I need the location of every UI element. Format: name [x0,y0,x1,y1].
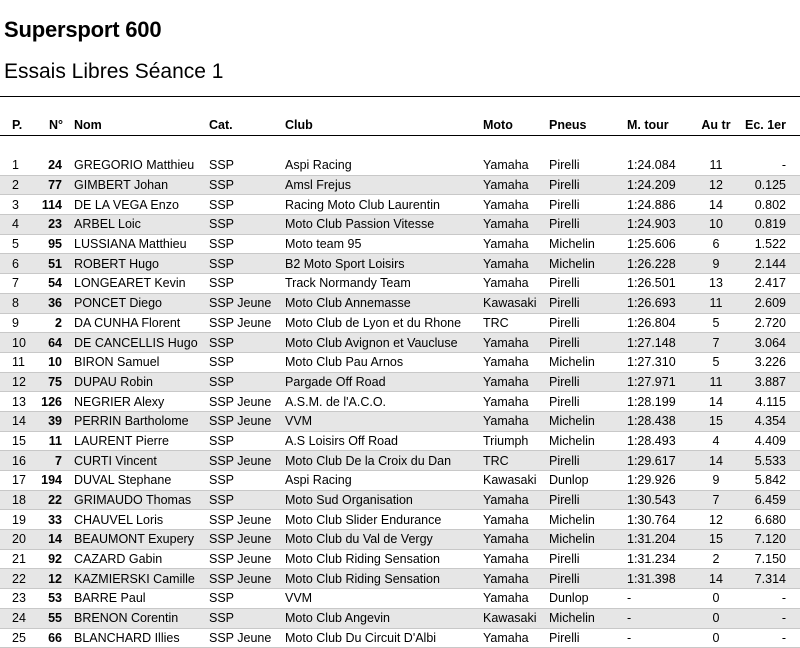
cell-tyres: Michelin [549,411,627,431]
cell-name: BIRON Samuel [74,352,209,372]
cell-tyres: Pirelli [549,274,627,294]
cell-best-lap: 1:29.617 [627,451,693,471]
cell-number: 39 [38,411,74,431]
cell-category: SSP [209,175,285,195]
cell-lap-no: 13 [693,274,739,294]
cell-category: SSP Jeune [209,549,285,569]
cell-position: 23 [0,589,38,609]
cell-category: SSP Jeune [209,451,285,471]
cell-category: SSP [209,589,285,609]
cell-bike: Yamaha [483,254,549,274]
cell-best-lap: 1:28.438 [627,411,693,431]
cell-number: 11 [38,431,74,451]
cell-tyres: Dunlop [549,471,627,491]
cell-club: Moto Club Angevin [285,608,483,628]
table-row [0,352,800,372]
cell-lap-no: 0 [693,628,739,648]
cell-position: 5 [0,234,38,254]
cell-best-lap: 1:24.886 [627,195,693,215]
cell-best-lap: - [627,608,693,628]
cell-category: SSP [209,254,285,274]
cell-best-lap: 1:26.804 [627,313,693,333]
table-row [0,628,800,648]
col-header-name: Nom [74,115,209,136]
cell-name: DUPAU Robin [74,372,209,392]
cell-club: B2 Moto Sport Loisirs [285,254,483,274]
cell-position: 6 [0,254,38,274]
cell-club: Moto Club Riding Sensation [285,569,483,589]
cell-position: 9 [0,313,38,333]
cell-bike: Yamaha [483,215,549,235]
cell-name: CURTI Vincent [74,451,209,471]
cell-position: 16 [0,451,38,471]
cell-number: 24 [38,156,74,175]
cell-number: 194 [38,471,74,491]
cell-number: 2 [38,313,74,333]
cell-name: BRENON Corentin [74,608,209,628]
cell-gap: 2.417 [739,274,800,294]
cell-gap: 0.802 [739,195,800,215]
cell-position: 1 [0,156,38,175]
cell-category: SSP Jeune [209,628,285,648]
cell-best-lap: 1:27.148 [627,333,693,353]
cell-tyres: Pirelli [549,372,627,392]
cell-bike: Kawasaki [483,608,549,628]
cell-name: NEGRIER Alexy [74,392,209,412]
cell-category: SSP [209,471,285,491]
table-row [0,471,800,491]
cell-number: 22 [38,490,74,510]
cell-best-lap: 1:26.228 [627,254,693,274]
cell-name: GIMBERT Johan [74,175,209,195]
col-header-position: P. [0,115,38,136]
cell-best-lap: 1:31.204 [627,530,693,550]
cell-bike: Yamaha [483,510,549,530]
cell-club: Moto Sud Organisation [285,490,483,510]
cell-tyres: Pirelli [549,333,627,353]
cell-position: 15 [0,431,38,451]
cell-gap: 4.354 [739,411,800,431]
cell-category: SSP Jeune [209,510,285,530]
table-row [0,411,800,431]
cell-gap: 3.226 [739,352,800,372]
cell-lap-no: 11 [693,156,739,175]
cell-name: LUSSIANA Matthieu [74,234,209,254]
cell-category: SSP Jeune [209,313,285,333]
col-header-club: Club [285,115,483,136]
cell-category: SSP Jeune [209,569,285,589]
cell-tyres: Michelin [549,254,627,274]
cell-bike: Yamaha [483,156,549,175]
cell-best-lap: 1:29.926 [627,471,693,491]
cell-best-lap: 1:28.493 [627,431,693,451]
cell-number: 64 [38,333,74,353]
cell-name: BEAUMONT Exupery [74,530,209,550]
cell-category: SSP [209,274,285,294]
cell-category: SSP Jeune [209,530,285,550]
cell-tyres: Pirelli [549,175,627,195]
cell-gap: 3.887 [739,372,800,392]
cell-gap: 7.150 [739,549,800,569]
cell-name: GRIMAUDO Thomas [74,490,209,510]
table-row [0,431,800,451]
cell-bike: Yamaha [483,175,549,195]
title-divider [0,96,800,97]
cell-tyres: Michelin [549,608,627,628]
cell-tyres: Pirelli [549,549,627,569]
cell-tyres: Pirelli [549,392,627,412]
cell-bike: Yamaha [483,352,549,372]
cell-name: CAZARD Gabin [74,549,209,569]
cell-category: SSP [209,234,285,254]
cell-gap: 2.720 [739,313,800,333]
cell-category: SSP [209,156,285,175]
table-row [0,451,800,471]
cell-lap-no: 5 [693,352,739,372]
cell-tyres: Michelin [549,352,627,372]
cell-best-lap: 1:30.543 [627,490,693,510]
cell-position: 20 [0,530,38,550]
cell-lap-no: 5 [693,313,739,333]
cell-bike: Yamaha [483,372,549,392]
cell-club: A.S.M. de l'A.C.O. [285,392,483,412]
cell-lap-no: 0 [693,608,739,628]
cell-position: 10 [0,333,38,353]
cell-tyres: Michelin [549,530,627,550]
cell-gap: 6.680 [739,510,800,530]
session-subtitle: Essais Libres Séance 1 [4,60,224,83]
cell-number: 51 [38,254,74,274]
cell-lap-no: 2 [693,549,739,569]
cell-bike: Kawasaki [483,293,549,313]
cell-position: 12 [0,372,38,392]
cell-category: SSP [209,352,285,372]
cell-name: CHAUVEL Loris [74,510,209,530]
cell-best-lap: 1:31.234 [627,549,693,569]
cell-bike: Yamaha [483,234,549,254]
cell-best-lap: 1:25.606 [627,234,693,254]
cell-lap-no: 10 [693,215,739,235]
cell-gap: - [739,608,800,628]
cell-lap-no: 15 [693,411,739,431]
table-header-row [0,115,800,136]
cell-name: GREGORIO Matthieu [74,156,209,175]
cell-name: BARRE Paul [74,589,209,609]
cell-number: 14 [38,530,74,550]
table-row [0,490,800,510]
cell-best-lap: 1:31.398 [627,569,693,589]
col-header-bike: Moto [483,115,549,136]
cell-gap: 0.819 [739,215,800,235]
cell-club: Amsl Frejus [285,175,483,195]
cell-category: SSP Jeune [209,411,285,431]
cell-best-lap: - [627,628,693,648]
cell-lap-no: 14 [693,451,739,471]
cell-bike: Yamaha [483,589,549,609]
cell-number: 53 [38,589,74,609]
cell-bike: Yamaha [483,274,549,294]
cell-best-lap: - [627,589,693,609]
cell-lap-no: 6 [693,234,739,254]
cell-lap-no: 14 [693,195,739,215]
cell-name: DUVAL Stephane [74,471,209,491]
cell-best-lap: 1:24.903 [627,215,693,235]
cell-lap-no: 9 [693,254,739,274]
table-row [0,254,800,274]
cell-bike: Yamaha [483,490,549,510]
cell-gap: - [739,589,800,609]
cell-bike: TRC [483,451,549,471]
cell-number: 36 [38,293,74,313]
cell-tyres: Pirelli [549,215,627,235]
table-row [0,175,800,195]
cell-tyres: Michelin [549,510,627,530]
cell-best-lap: 1:27.971 [627,372,693,392]
cell-number: 126 [38,392,74,412]
cell-lap-no: 14 [693,392,739,412]
cell-lap-no: 4 [693,431,739,451]
cell-bike: Yamaha [483,333,549,353]
cell-position: 3 [0,195,38,215]
cell-position: 4 [0,215,38,235]
cell-tyres: Michelin [549,431,627,451]
cell-number: 12 [38,569,74,589]
cell-name: PONCET Diego [74,293,209,313]
cell-club: Aspi Racing [285,471,483,491]
cell-club: Moto Club du Val de Vergy [285,530,483,550]
cell-position: 14 [0,411,38,431]
cell-position: 13 [0,392,38,412]
cell-position: 21 [0,549,38,569]
cell-number: 10 [38,352,74,372]
table-row [0,333,800,353]
cell-category: SSP [209,215,285,235]
cell-name: PERRIN Bartholome [74,411,209,431]
cell-gap: 2.144 [739,254,800,274]
table-row [0,293,800,313]
cell-position: 7 [0,274,38,294]
table-row [0,589,800,609]
cell-gap: 4.115 [739,392,800,412]
cell-position: 25 [0,628,38,648]
cell-club: Moto Club Riding Sensation [285,549,483,569]
cell-position: 19 [0,510,38,530]
cell-gap: 0.125 [739,175,800,195]
cell-lap-no: 7 [693,490,739,510]
cell-lap-no: 9 [693,471,739,491]
cell-category: SSP Jeune [209,392,285,412]
cell-club: Moto Club Slider Endurance [285,510,483,530]
col-header-tyres: Pneus [549,115,627,136]
cell-bike: Yamaha [483,530,549,550]
cell-category: SSP [209,372,285,392]
cell-position: 22 [0,569,38,589]
cell-club: Aspi Racing [285,156,483,175]
cell-number: 114 [38,195,74,215]
cell-club: A.S Loisirs Off Road [285,431,483,451]
cell-bike: TRC [483,313,549,333]
cell-club: Moto Club Passion Vitesse [285,215,483,235]
table-row [0,392,800,412]
cell-tyres: Pirelli [549,628,627,648]
cell-category: SSP [209,608,285,628]
cell-gap: - [739,156,800,175]
cell-lap-no: 15 [693,530,739,550]
col-header-number: N° [38,115,74,136]
results-table [0,115,800,648]
table-row [0,608,800,628]
cell-bike: Yamaha [483,549,549,569]
cell-bike: Yamaha [483,392,549,412]
cell-number: 54 [38,274,74,294]
cell-position: 17 [0,471,38,491]
cell-club: Moto Club De la Croix du Dan [285,451,483,471]
col-header-gap: Ec. 1er [739,115,800,136]
cell-club: Moto team 95 [285,234,483,254]
cell-position: 2 [0,175,38,195]
cell-category: SSP [209,431,285,451]
table-row [0,372,800,392]
page-title: Supersport 600 [4,17,162,42]
cell-bike: Yamaha [483,569,549,589]
cell-gap: - [739,628,800,648]
table-row [0,569,800,589]
cell-club: Track Normandy Team [285,274,483,294]
cell-lap-no: 11 [693,372,739,392]
cell-position: 11 [0,352,38,372]
table-row [0,215,800,235]
table-row [0,530,800,550]
table-row [0,313,800,333]
cell-number: 92 [38,549,74,569]
cell-tyres: Pirelli [549,293,627,313]
cell-gap: 2.609 [739,293,800,313]
cell-gap: 7.120 [739,530,800,550]
cell-best-lap: 1:24.209 [627,175,693,195]
cell-best-lap: 1:27.310 [627,352,693,372]
cell-club: Moto Club Annemasse [285,293,483,313]
cell-gap: 5.533 [739,451,800,471]
cell-club: Racing Moto Club Laurentin [285,195,483,215]
cell-name: ARBEL Loic [74,215,209,235]
cell-category: SSP Jeune [209,293,285,313]
cell-club: Moto Club Pau Arnos [285,352,483,372]
cell-number: 33 [38,510,74,530]
cell-number: 75 [38,372,74,392]
cell-tyres: Pirelli [549,313,627,333]
cell-lap-no: 7 [693,333,739,353]
cell-name: LONGEARET Kevin [74,274,209,294]
cell-number: 95 [38,234,74,254]
cell-best-lap: 1:26.693 [627,293,693,313]
cell-lap-no: 12 [693,510,739,530]
cell-bike: Yamaha [483,411,549,431]
results-body [0,156,800,648]
cell-tyres: Dunlop [549,589,627,609]
cell-category: SSP [209,195,285,215]
cell-bike: Triumph [483,431,549,451]
cell-club: Moto Club Avignon et Vaucluse [285,333,483,353]
col-header-best-lap: M. tour [627,115,693,136]
cell-name: ROBERT Hugo [74,254,209,274]
table-row [0,234,800,254]
cell-number: 7 [38,451,74,471]
cell-lap-no: 0 [693,589,739,609]
cell-tyres: Pirelli [549,451,627,471]
cell-tyres: Michelin [549,234,627,254]
cell-club: Moto Club de Lyon et du Rhone [285,313,483,333]
cell-number: 66 [38,628,74,648]
cell-lap-no: 12 [693,175,739,195]
cell-bike: Yamaha [483,195,549,215]
cell-tyres: Pirelli [549,490,627,510]
cell-bike: Yamaha [483,628,549,648]
cell-tyres: Pirelli [549,195,627,215]
cell-category: SSP [209,490,285,510]
cell-name: LAURENT Pierre [74,431,209,451]
cell-name: DE CANCELLIS Hugo [74,333,209,353]
cell-gap: 1.522 [739,234,800,254]
cell-best-lap: 1:24.084 [627,156,693,175]
cell-name: DE LA VEGA Enzo [74,195,209,215]
cell-club: VVM [285,589,483,609]
cell-lap-no: 14 [693,569,739,589]
cell-best-lap: 1:26.501 [627,274,693,294]
table-row [0,510,800,530]
cell-best-lap: 1:28.199 [627,392,693,412]
cell-club: Pargade Off Road [285,372,483,392]
table-row [0,156,800,175]
cell-gap: 6.459 [739,490,800,510]
cell-club: Moto Club Du Circuit D'Albi [285,628,483,648]
cell-tyres: Pirelli [549,569,627,589]
cell-gap: 3.064 [739,333,800,353]
col-header-category: Cat. [209,115,285,136]
cell-bike: Kawasaki [483,471,549,491]
cell-number: 55 [38,608,74,628]
cell-number: 77 [38,175,74,195]
col-header-lap-no: Au tr [693,115,739,136]
cell-gap: 7.314 [739,569,800,589]
cell-number: 23 [38,215,74,235]
cell-best-lap: 1:30.764 [627,510,693,530]
table-row [0,549,800,569]
cell-position: 24 [0,608,38,628]
table-row [0,274,800,294]
cell-lap-no: 11 [693,293,739,313]
cell-name: BLANCHARD Illies [74,628,209,648]
cell-club: VVM [285,411,483,431]
cell-tyres: Pirelli [549,156,627,175]
cell-name: DA CUNHA Florent [74,313,209,333]
cell-position: 8 [0,293,38,313]
cell-name: KAZMIERSKI Camille [74,569,209,589]
cell-gap: 5.842 [739,471,800,491]
cell-position: 18 [0,490,38,510]
cell-category: SSP [209,333,285,353]
table-row [0,195,800,215]
cell-gap: 4.409 [739,431,800,451]
